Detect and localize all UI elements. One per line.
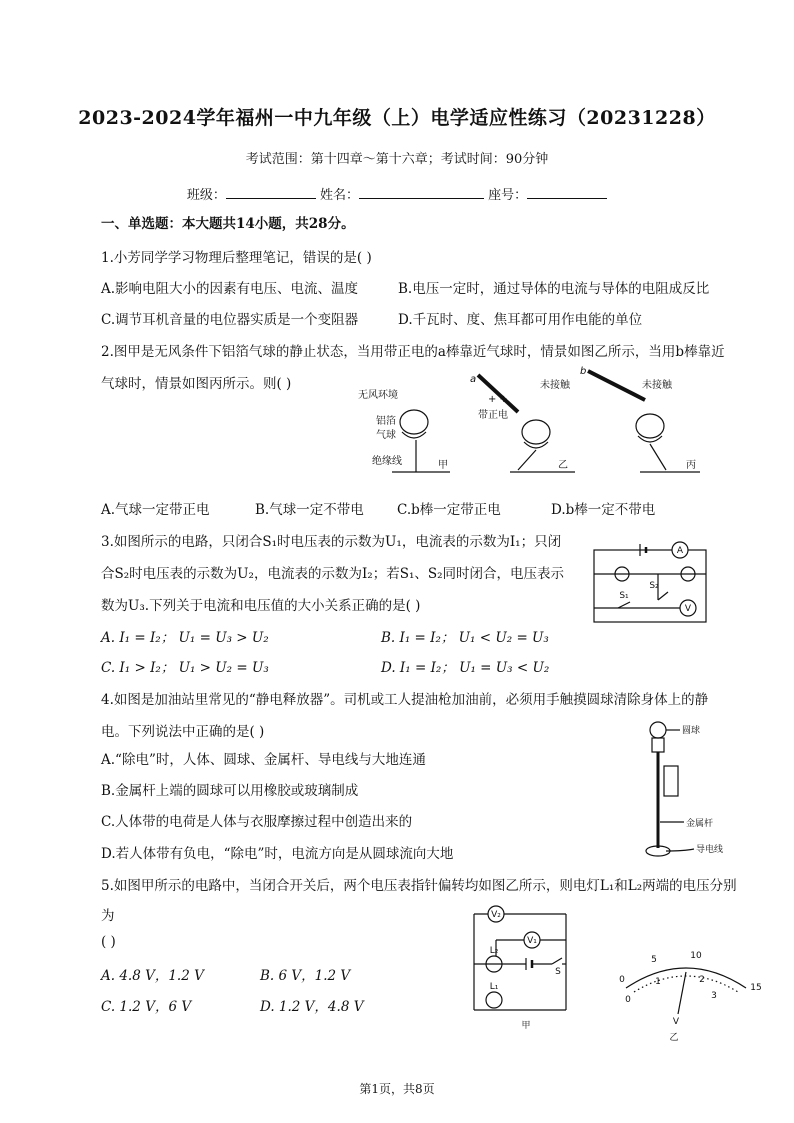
q2-option-a: A.气球一定带正电 xyxy=(101,502,210,518)
dial-v-label: V xyxy=(672,1017,680,1027)
q1-option-d: D.千瓦时、度、焦耳都可用作电能的单位 xyxy=(398,312,643,328)
q2-option-c: C.b棒一定带正电 xyxy=(397,502,501,518)
label-wire: 导电线 xyxy=(696,845,724,855)
name-label: 姓名： xyxy=(319,188,359,203)
q1-stem: 1.小芳同学学习物理后整理笔记，错误的是( ) xyxy=(101,250,372,266)
q3-stem-2: 合S₂时电压表的示数为U₂，电流表的示数为I₂；若S₁、S₂同时闭合，电压表示 xyxy=(101,566,565,582)
section-heading: 一、单选题：本大题共14小题，共28分。 xyxy=(101,216,355,232)
switch-label: S xyxy=(555,967,561,977)
v2-label: V₂ xyxy=(491,910,501,920)
label-balloon: 气球 xyxy=(376,430,396,441)
page-title: 2023-2024学年福州一中九年级（上）电学适应性练习（20231228） xyxy=(78,107,716,129)
q3-option-a: A. I₁ = I₂； U₁ = U₃ > U₂ xyxy=(101,630,269,646)
q5-voltmeter-dial xyxy=(608,948,768,1043)
scale-top-15: 15 xyxy=(750,983,762,993)
seat-blank xyxy=(527,186,607,199)
q5-option-d: D. 1.2 V，4.8 V xyxy=(260,999,364,1015)
plus-signs: + + xyxy=(488,394,508,405)
q3-stem-3: 数为U₃.下列关于电流和电压值的大小关系正确的是( ) xyxy=(101,598,421,614)
exam-scope: 考试范围：第十四章～第十六章；考试时间：90分钟 xyxy=(245,152,549,167)
q5-stem-2: 为 xyxy=(101,908,115,924)
l1-label: L₁ xyxy=(489,982,499,992)
q5-stem-1: 5.如图甲所示的电路中，当闭合开关后，两个电压表指针偏转均如图乙所示，则电灯L₁和L₂两端的电压分别 xyxy=(101,878,737,894)
label-charged: 带正电 xyxy=(478,410,508,421)
q4-option-c: C.人体带的电荷是人体与衣服摩擦过程中创造出来的 xyxy=(101,814,413,830)
q2-option-b: B.气球一定不带电 xyxy=(255,502,364,518)
switch-s1-label: S₁ xyxy=(619,591,629,601)
student-info xyxy=(0,184,794,203)
label-thread: 绝缘线 xyxy=(372,456,402,467)
q4-option-b: B.金属杆上端的圆球可以用橡胶或玻璃制成 xyxy=(101,783,359,799)
scale-bottom-1: 1 xyxy=(655,977,661,987)
scale-bottom-2: 2 xyxy=(699,975,705,985)
v1-label: V₁ xyxy=(527,936,537,946)
q1-option-c: C.调节耳机音量的电位器实质是一个变阻器 xyxy=(101,312,359,328)
label-not-touch-2: 未接触 xyxy=(642,380,672,391)
name-blank xyxy=(359,186,484,199)
q3-option-b: B. I₁ = I₂； U₁ < U₂ = U₃ xyxy=(381,630,549,646)
ammeter-label: A xyxy=(676,546,684,556)
fig-yi-label: 乙 xyxy=(669,1033,679,1043)
q3-option-c: C. I₁ > I₂； U₁ > U₂ = U₃ xyxy=(101,660,269,676)
label-rod-a: a xyxy=(470,374,477,385)
scale-top-10: 10 xyxy=(690,951,702,961)
page-footer: 第1页，共8页 xyxy=(359,1082,435,1096)
q3-circuit xyxy=(588,538,713,628)
voltmeter-label: V xyxy=(684,604,692,614)
class-label: 班级： xyxy=(186,188,226,203)
q4-option-a: A.“除电”时，人体、圆球、金属杆、导电线与大地连通 xyxy=(101,752,426,768)
label-foil: 铝箔 xyxy=(376,416,396,427)
q2-option-d: D.b棒一定不带电 xyxy=(551,502,656,518)
q4-stem-1: 4.如图是加油站里常见的“静电释放器”。司机或工人提油枪加油前，必须用手触摸圆球清除身体上的静 xyxy=(101,692,709,708)
scale-bottom-0: 0 xyxy=(625,995,631,1005)
q2-stem-1: 2.图甲是无风条件下铝箔气球的静止状态，当用带正电的a棒靠近气球时，情景如图乙所示，当用b棒靠近 xyxy=(101,344,725,360)
seat-label: 座号： xyxy=(488,188,528,203)
q3-option-d: D. I₁ = I₂； U₁ = U₃ < U₂ xyxy=(381,660,550,676)
q1-option-b: B.电压一定时，通过导体的电流与导体的电阻成反比 xyxy=(398,281,710,297)
label-windless: 无风环境 xyxy=(358,390,398,401)
q5-option-c: C. 1.2 V，6 V xyxy=(101,999,192,1015)
q4-option-d: D.若人体带有负电，“除电”时，电流方向是从圆球流向大地 xyxy=(101,846,454,862)
label-bing: 丙 xyxy=(686,460,696,471)
q2-stem-2: 气球时，情景如图丙所示。则( ) xyxy=(101,376,292,392)
q5-paren: ( ) xyxy=(101,934,116,950)
scale-bottom-3: 3 xyxy=(711,991,717,1001)
label-rod: 金属杆 xyxy=(686,819,714,829)
q4-figure xyxy=(640,718,730,863)
switch-s2-label: S₂ xyxy=(649,581,659,591)
q5-circuit xyxy=(466,900,586,1035)
scale-top-0: 0 xyxy=(619,975,625,985)
label-ball: 圆球 xyxy=(682,726,701,736)
q5-option-a: A. 4.8 V，1.2 V xyxy=(101,968,204,984)
q4-stem-2: 电。下列说法中正确的是( ) xyxy=(101,724,265,740)
class-blank xyxy=(226,186,316,199)
label-yi: 乙 xyxy=(558,460,568,471)
label-rod-b: b xyxy=(580,366,587,377)
label-jia: 甲 xyxy=(438,460,448,471)
q2-figure xyxy=(350,362,720,480)
q1-option-a: A.影响电阻大小的因素有电压、电流、温度 xyxy=(101,281,359,297)
scale-top-5: 5 xyxy=(651,955,657,965)
fig-jia-label: 甲 xyxy=(521,1021,531,1031)
q5-option-b: B. 6 V，1.2 V xyxy=(260,968,351,984)
label-not-touch-1: 未接触 xyxy=(540,380,570,391)
q3-stem-1: 3.如图所示的电路，只闭合S₁时电压表的示数为U₁，电流表的示数为I₁；只闭 xyxy=(101,534,562,550)
l2-label: L₂ xyxy=(489,946,499,956)
